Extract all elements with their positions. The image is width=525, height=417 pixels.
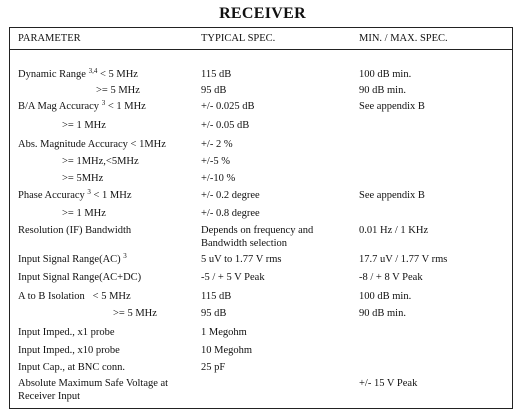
row-imped-x1-param: Input Imped., x1 probe [18, 327, 115, 338]
row-input-signal-ac-typical: 5 uV to 1.77 V rms [201, 254, 282, 265]
row-dynamic-range-ge5-typical: 95 dB [201, 85, 227, 96]
row-phase-accuracy-param: Phase Accuracy $^3$ < 1 MHz [18, 188, 132, 201]
row-ba-mag-accuracy-typical: +/- 0.025 dB [201, 101, 255, 112]
row-dynamic-range-minmax: 100 dB min. [359, 69, 412, 80]
row-isolation-ge5-minmax: 90 dB min. [359, 308, 406, 319]
row-phase-ge1-typical: +/- 0.8 degree [201, 208, 260, 219]
row-phase-ge1-param: >= 1 MHz [62, 208, 106, 219]
row-input-signal-ac-param: Input Signal Range(AC) $^3$ [18, 252, 127, 265]
row-isolation-param: A to B Isolation < 5 MHz [18, 291, 131, 302]
row-imped-x10-typical: 10 Megohm [201, 345, 253, 356]
row-input-signal-acdc-typical: -5 / + 5 V Peak [201, 272, 265, 283]
row-isolation-ge5-param: >= 5 MHz [113, 308, 157, 319]
row-isolation-minmax: 100 dB min. [359, 291, 412, 302]
row-max-safe-voltage-param: Absolute Maximum Safe Voltage at Receiver Input [18, 378, 169, 402]
row-abs-mag-accuracy-typical: +/- 2 % [201, 139, 233, 150]
row-imped-x1-typical: 1 Megohm [201, 327, 247, 338]
page-title: RECEIVER [219, 5, 306, 22]
row-dynamic-range-param: Dynamic Range $^{3,4}$ < 5 MHz [18, 67, 138, 80]
row-ba-mag-ge1-param: >= 1 MHz [62, 120, 106, 131]
header-parameter: PARAMETER [18, 33, 81, 44]
row-input-signal-acdc-param: Input Signal Range(AC+DC) [18, 272, 142, 283]
row-input-signal-ac-minmax: 17.7 uV / 1.77 V rms [359, 254, 448, 265]
header-typical-spec: TYPICAL SPEC. [201, 33, 276, 44]
row-resolution-bandwidth-param: Resolution (IF) Bandwidth [18, 225, 132, 236]
row-abs-mag-ge5-param: >= 5MHz [62, 173, 104, 184]
row-resolution-bandwidth-typical: Depends on frequency and Bandwidth selection [201, 225, 314, 249]
row-ba-mag-ge1-typical: +/- 0.05 dB [201, 120, 250, 131]
header-minmax-spec: MIN. / MAX. SPEC. [359, 33, 448, 44]
row-abs-mag-1to5-typical: +/-5 % [201, 156, 230, 167]
row-resolution-bandwidth-minmax: 0.01 Hz / 1 KHz [359, 225, 429, 236]
row-abs-mag-1to5-param: >= 1MHz,<5MHz [62, 156, 139, 167]
row-dynamic-range-typical: 115 dB [201, 69, 232, 80]
row-phase-accuracy-minmax: See appendix B [359, 190, 425, 201]
spec-table [9, 27, 513, 409]
row-ba-mag-accuracy-param: B/A Mag Accuracy $^3$ < 1 MHz [18, 99, 146, 112]
row-dynamic-range-ge5-minmax: 90 dB min. [359, 85, 406, 96]
row-max-safe-voltage-minmax: +/- 15 V Peak [359, 378, 418, 389]
row-input-cap-param: Input Cap., at BNC conn. [18, 362, 126, 373]
row-ba-mag-accuracy-minmax: See appendix B [359, 101, 425, 112]
row-phase-accuracy-typical: +/- 0.2 degree [201, 190, 260, 201]
row-input-cap-typical: 25 pF [201, 362, 226, 373]
row-abs-mag-ge5-typical: +/-10 % [201, 173, 236, 184]
header-divider [10, 49, 512, 50]
row-dynamic-range-ge5-param: >= 5 MHz [96, 85, 140, 96]
row-input-signal-acdc-minmax: -8 / + 8 V Peak [359, 272, 423, 283]
row-isolation-ge5-typical: 95 dB [201, 308, 227, 319]
row-imped-x10-param: Input Imped., x10 probe [18, 345, 120, 356]
row-abs-mag-accuracy-param: Abs. Magnitude Accuracy < 1MHz [18, 139, 166, 150]
row-isolation-typical: 115 dB [201, 291, 232, 302]
